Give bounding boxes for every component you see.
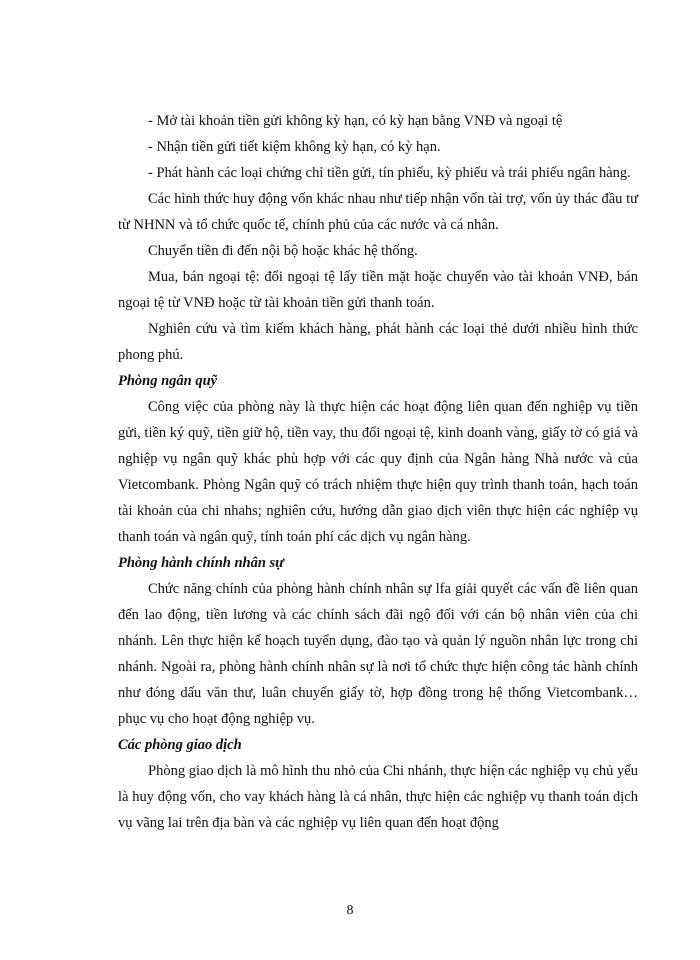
paragraph-transfers: Chuyển tiền đi đến nội bộ hoặc khác hệ thống. <box>148 243 418 259</box>
paragraph-treasury: Công việc của phòng này là thực hiện các hoạt động liên quan đến nghiệp vụ tiền gửi, tiền ký quỹ, tiền giữ hộ, tiền vay, thu đổi ngoại tệ, kinh doanh vàng, giấy tờ có giá và nghiệp vụ ngân quỹ khác phù hợp với các quy định của Ngân hàng Nhà nước và của Vietcombank. Phòng Ngân quỹ có trách nhiệm thực hiện quy trình thanh toán, hạch toán tài khoản của chi nhahs; nghiên cứu, hướng dẫn giao dịch viên thực hiện các nghiệp vụ thanh toán và ngân quỹ, tính toán phí các dịch vụ ngân hàng. <box>118 399 638 545</box>
paragraph-hr-admin: Chức năng chính của phòng hành chính nhân sự lfa giải quyết các vấn đề liên quan đến lao động, tiền lương và các chính sách đãi ngộ đối với cán bộ nhân viên của chi nhánh. Lên thực hiện kế hoạch tuyển dụng, đào tạo và quản lý nguồn nhân lực trong chi nhánh. Ngoài ra, phòng hành chính nhân sự là nơi tổ chức thực hiện công tác hành chính như đóng dấu văn thư, luân chuyển giấy tờ, hợp đồng trong hệ thống Vietcombank…phục vụ cho hoạt động nghiệp vụ. <box>118 581 638 727</box>
paragraph-funding-forms: Các hình thức huy động vốn khác nhau như tiếp nhận vốn tài trợ, vốn ủy thác đầu tư từ NHNN và tổ chức quốc tế, chính phủ của các nước và cá nhân. <box>118 191 638 233</box>
bullet-issue-certificates: - Phát hành các loại chứng chỉ tiền gửi, tín phiếu, kỳ phiếu và trái phiếu ngân hàng. <box>148 165 631 181</box>
section-heading-treasury: Phòng ngân quỹ <box>118 373 218 389</box>
paragraph-customer-research: Nghiên cứu và tìm kiếm khách hàng, phát hành các loại thẻ dưới nhiều hình thức phong phú. <box>118 321 638 363</box>
section-heading-hr-admin: Phòng hành chính nhân sự <box>118 555 284 571</box>
paragraph-transaction-offices: Phòng giao dịch là mô hình thu nhỏ của Chi nhánh, thực hiện các nghiệp vụ chủ yếu là huy động vốn, cho vay khách hàng là cá nhân, thực hiện các nghiệp vụ thanh toán dịch vụ vãng lai trên địa bàn và các nghiệp vụ liên quan đến hoạt động <box>118 763 638 831</box>
bullet-savings-deposits: - Nhận tiền gửi tiết kiệm không kỳ hạn, có kỳ hạn. <box>148 139 441 155</box>
paragraph-foreign-exchange: Mua, bán ngoại tệ: đổi ngoại tệ lấy tiền mặt hoặc chuyển vào tài khoản VNĐ, bán ngoại tệ từ VNĐ hoặc từ tài khoản tiền gửi thanh toán. <box>118 269 638 311</box>
document-body <box>118 108 638 836</box>
page-number: 8 <box>346 903 354 918</box>
bullet-open-accounts: - Mở tài khoản tiền gửi không kỳ hạn, có kỳ hạn bằng VNĐ và ngoại tệ <box>148 113 563 129</box>
section-heading-transaction-offices: Các phòng giao dịch <box>118 737 242 753</box>
